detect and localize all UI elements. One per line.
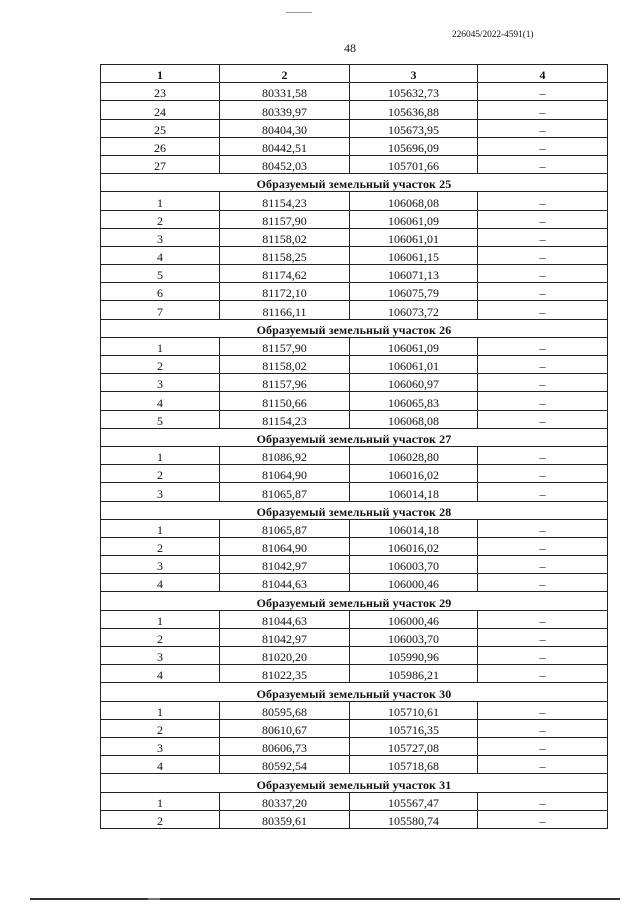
note-cell: – [478,155,608,173]
x-coordinate-cell: 81044,63 [220,610,350,628]
x-coordinate-cell: 81150,66 [220,392,350,410]
point-number-cell: 4 [101,756,220,774]
note-cell: – [478,246,608,264]
note-cell: – [478,446,608,464]
point-number-cell: 2 [101,719,220,737]
header-cell-point: 1 [101,65,220,83]
table-row [101,574,608,592]
x-coordinate-cell: 81157,90 [220,210,350,228]
table-row [101,155,608,173]
point-number-cell: 1 [101,519,220,537]
y-coordinate-cell: 106014,18 [350,483,478,501]
table-row [101,537,608,555]
table-row [101,610,608,628]
y-coordinate-cell: 106016,02 [350,465,478,483]
y-coordinate-cell: 106061,01 [350,228,478,246]
note-cell: – [478,83,608,101]
point-number-cell: 2 [101,810,220,828]
note-cell: – [478,737,608,755]
section-title: Образуемый земельный участок 29 [101,592,608,610]
point-number-cell: 3 [101,556,220,574]
x-coordinate-cell: 80337,20 [220,792,350,810]
x-coordinate-cell: 81086,92 [220,446,350,464]
point-number-cell: 1 [101,701,220,719]
y-coordinate-cell: 106061,09 [350,210,478,228]
point-number-cell: 2 [101,465,220,483]
y-coordinate-cell: 105567,47 [350,792,478,810]
section-title: Образуемый земельный участок 31 [101,774,608,792]
table-row [101,337,608,355]
point-number-cell: 5 [101,410,220,428]
table-row [101,410,608,428]
y-coordinate-cell: 106065,83 [350,392,478,410]
x-coordinate-cell: 81064,90 [220,537,350,555]
section-header-row [101,174,608,192]
page-number: 48 [344,41,356,55]
table-row [101,701,608,719]
x-coordinate-cell: 80452,03 [220,155,350,173]
y-coordinate-cell: 106003,70 [350,556,478,574]
table-row [101,137,608,155]
table-row [101,356,608,374]
table-header [101,65,608,83]
x-coordinate-cell: 81022,35 [220,665,350,683]
x-coordinate-cell: 80442,51 [220,137,350,155]
point-number-cell: 6 [101,283,220,301]
note-cell: – [478,210,608,228]
document-number: 226045/2022-4591(1) [452,30,534,40]
section-header-row [101,774,608,792]
note-cell: – [478,465,608,483]
x-coordinate-cell: 81158,02 [220,356,350,374]
y-coordinate-cell: 105710,61 [350,701,478,719]
point-number-cell: 4 [101,392,220,410]
note-cell: – [478,792,608,810]
y-coordinate-cell: 105990,96 [350,647,478,665]
note-cell: – [478,610,608,628]
point-number-cell: 4 [101,246,220,264]
table-row [101,647,608,665]
table-row [101,628,608,646]
note-cell: – [478,537,608,555]
table-row [101,665,608,683]
table-row [101,210,608,228]
x-coordinate-cell: 80339,97 [220,101,350,119]
y-coordinate-cell: 106061,15 [350,246,478,264]
table-row [101,519,608,537]
note-cell: – [478,410,608,428]
table-row [101,101,608,119]
table-row [101,374,608,392]
section-header-row [101,683,608,701]
section-title: Образуемый земельный участок 25 [101,174,608,192]
table-row [101,719,608,737]
header-row [101,65,608,83]
y-coordinate-cell: 106061,01 [350,356,478,374]
point-number-cell: 23 [101,83,220,101]
section-header-row [101,428,608,446]
y-coordinate-cell: 105636,88 [350,101,478,119]
x-coordinate-cell: 81172,10 [220,283,350,301]
note-cell: – [478,374,608,392]
point-number-cell: 2 [101,537,220,555]
y-coordinate-cell: 105632,73 [350,83,478,101]
section-title: Образуемый земельный участок 27 [101,428,608,446]
x-coordinate-cell: 80606,73 [220,737,350,755]
coordinates-table [100,64,608,829]
x-coordinate-cell: 81157,90 [220,337,350,355]
note-cell: – [478,701,608,719]
point-number-cell: 26 [101,137,220,155]
y-coordinate-cell: 106000,46 [350,574,478,592]
note-cell: – [478,101,608,119]
note-cell: – [478,483,608,501]
note-cell: – [478,265,608,283]
section-title: Образуемый земельный участок 28 [101,501,608,519]
x-coordinate-cell: 81020,20 [220,647,350,665]
section-header-row [101,319,608,337]
note-cell: – [478,301,608,319]
point-number-cell: 2 [101,628,220,646]
x-coordinate-cell: 81157,96 [220,374,350,392]
header-cell-y: 3 [350,65,478,83]
point-number-cell: 2 [101,356,220,374]
point-number-cell: 2 [101,210,220,228]
table-row [101,192,608,210]
y-coordinate-cell: 105986,21 [350,665,478,683]
table-row [101,301,608,319]
note-cell: – [478,119,608,137]
point-number-cell: 3 [101,228,220,246]
table-row [101,756,608,774]
table-row [101,465,608,483]
table-row [101,810,608,828]
point-number-cell: 1 [101,337,220,355]
x-coordinate-cell: 80359,61 [220,810,350,828]
table-row [101,119,608,137]
point-number-cell: 7 [101,301,220,319]
note-cell: – [478,719,608,737]
note-cell: – [478,665,608,683]
y-coordinate-cell: 106028,80 [350,446,478,464]
x-coordinate-cell: 81044,63 [220,574,350,592]
x-coordinate-cell: 81158,25 [220,246,350,264]
y-coordinate-cell: 105580,74 [350,810,478,828]
x-coordinate-cell: 81064,90 [220,465,350,483]
point-number-cell: 4 [101,665,220,683]
y-coordinate-cell: 106061,09 [350,337,478,355]
point-number-cell: 1 [101,192,220,210]
section-title: Образуемый земельный участок 30 [101,683,608,701]
y-coordinate-cell: 106060,97 [350,374,478,392]
note-cell: – [478,392,608,410]
y-coordinate-cell: 106014,18 [350,519,478,537]
header-cell-note: 4 [478,65,608,83]
y-coordinate-cell: 105696,09 [350,137,478,155]
table-row [101,392,608,410]
table-row [101,83,608,101]
section-header-row [101,592,608,610]
top-rule [286,12,312,13]
note-cell: – [478,192,608,210]
x-coordinate-cell: 80610,67 [220,719,350,737]
x-coordinate-cell: 81042,97 [220,628,350,646]
y-coordinate-cell: 106016,02 [350,537,478,555]
table-row [101,446,608,464]
table-row [101,265,608,283]
note-cell: – [478,519,608,537]
note-cell: – [478,756,608,774]
note-cell: – [478,283,608,301]
footer-rule [30,898,620,900]
point-number-cell: 4 [101,574,220,592]
point-number-cell: 5 [101,265,220,283]
section-header-row [101,501,608,519]
x-coordinate-cell: 81174,62 [220,265,350,283]
y-coordinate-cell: 105716,35 [350,719,478,737]
point-number-cell: 1 [101,610,220,628]
table-body [101,83,608,829]
y-coordinate-cell: 106000,46 [350,610,478,628]
point-number-cell: 3 [101,647,220,665]
table-row [101,228,608,246]
table-row [101,283,608,301]
note-cell: – [478,228,608,246]
y-coordinate-cell: 106073,72 [350,301,478,319]
note-cell: – [478,574,608,592]
note-cell: – [478,137,608,155]
note-cell: – [478,810,608,828]
point-number-cell: 1 [101,792,220,810]
point-number-cell: 25 [101,119,220,137]
note-cell: – [478,556,608,574]
note-cell: – [478,337,608,355]
y-coordinate-cell: 105701,66 [350,155,478,173]
y-coordinate-cell: 105727,08 [350,737,478,755]
x-coordinate-cell: 81042,97 [220,556,350,574]
y-coordinate-cell: 106071,13 [350,265,478,283]
y-coordinate-cell: 105673,95 [350,119,478,137]
table-row [101,792,608,810]
y-coordinate-cell: 106068,08 [350,192,478,210]
section-title: Образуемый земельный участок 26 [101,319,608,337]
header-cell-x: 2 [220,65,350,83]
table-row [101,246,608,264]
point-number-cell: 1 [101,446,220,464]
x-coordinate-cell: 80331,58 [220,83,350,101]
point-number-cell: 3 [101,737,220,755]
note-cell: – [478,356,608,374]
x-coordinate-cell: 80592,54 [220,756,350,774]
point-number-cell: 3 [101,483,220,501]
x-coordinate-cell: 81158,02 [220,228,350,246]
table-row [101,483,608,501]
y-coordinate-cell: 106075,79 [350,283,478,301]
y-coordinate-cell: 106068,08 [350,410,478,428]
y-coordinate-cell: 105718,68 [350,756,478,774]
table-row [101,737,608,755]
table-row [101,556,608,574]
note-cell: – [478,647,608,665]
point-number-cell: 3 [101,374,220,392]
x-coordinate-cell: 81166,11 [220,301,350,319]
point-number-cell: 24 [101,101,220,119]
note-cell: – [478,628,608,646]
point-number-cell: 27 [101,155,220,173]
x-coordinate-cell: 81154,23 [220,410,350,428]
x-coordinate-cell: 81154,23 [220,192,350,210]
x-coordinate-cell: 80595,68 [220,701,350,719]
y-coordinate-cell: 106003,70 [350,628,478,646]
x-coordinate-cell: 80404,30 [220,119,350,137]
x-coordinate-cell: 81065,87 [220,519,350,537]
x-coordinate-cell: 81065,87 [220,483,350,501]
